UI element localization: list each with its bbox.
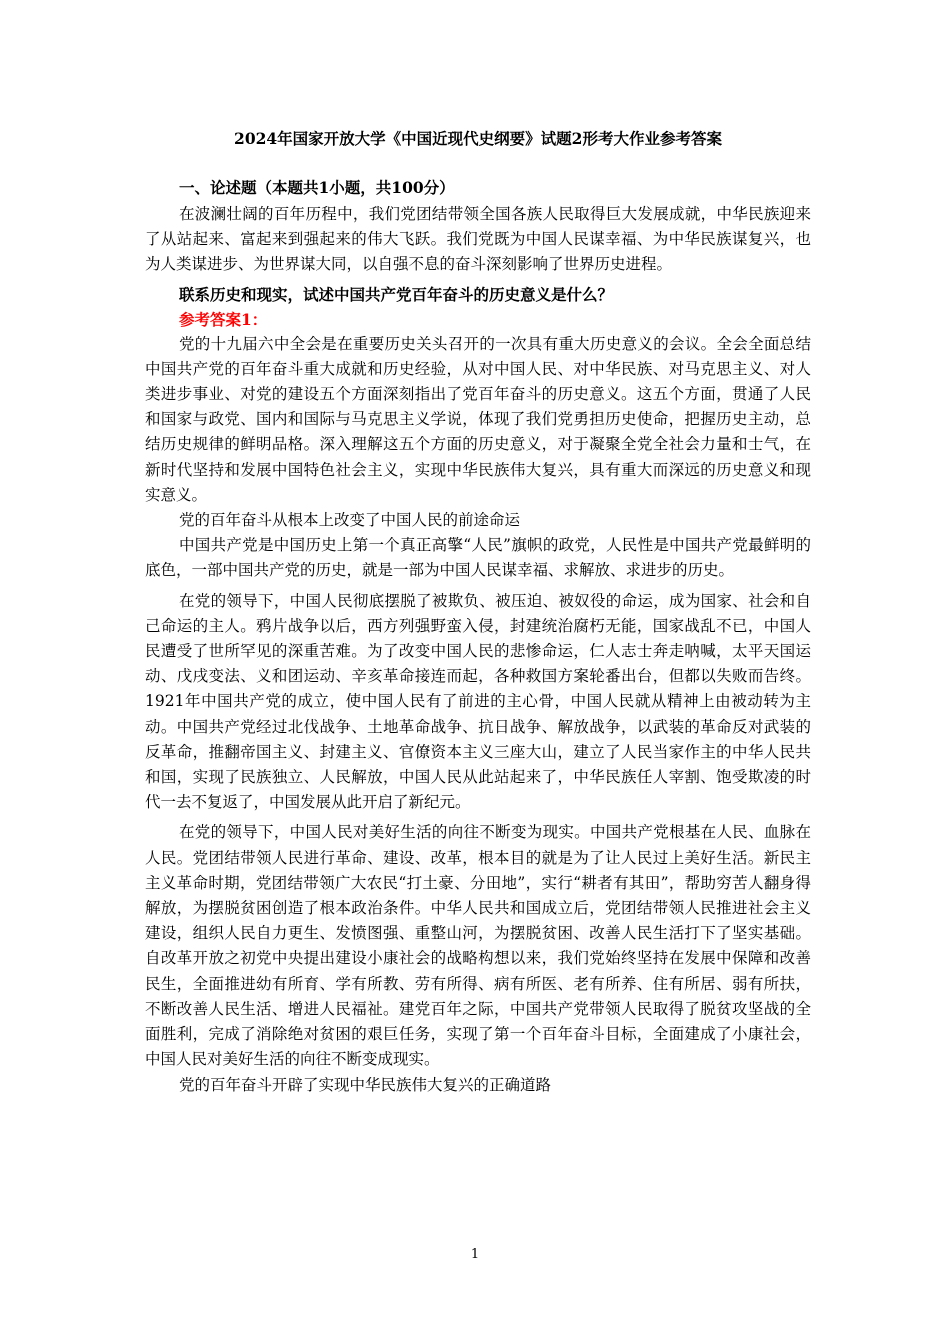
document-title: 2024年国家开放大学《中国近现代史纲要》试题2形考大作业参考答案 [234,129,722,148]
answer-paragraph: 在党的领导下，中国人民对美好生活的向往不断变为现实。中国共产党根基在人民、血脉在人民。党团结带领人民进行革命、建设、改革，根本目的就是为了让人民过上美好生活。新民主主义革命时期，党团结带领广大农民“打土豪、分田地”，实行“耕者有其田”，帮助穷苦人翻身得解放，为摆脱贫困创造了根本政治条件。中华人民共和国成立后，党团结带领人民推进社会主义建设，组织人民自力更生、发愤图强、重整山河，为摆脱贫困、改善人民生活打下了坚实基础。自改革开放之初党中央提出建设小康社会的战略构想以来，我们党始终坚持在发展中保障和改善民生，全面推进幼有所育、学有所教、劳有所得、病有所医、老有所养、住有所居、弱有所扶，不断改善人民生活、增进人民福祉。建党百年之际，中国共产党带领人民取得了脱贫攻坚战的全面胜利，完成了消除绝对贫困的艰巨任务，实现了第一个百年奋斗目标，全面建成了小康社会，中国人民对美好生活的向往不断变成现实。 [145,823,811,1069]
answer-paragraph: 党的十九届六中全会是在重要历史关头召开的一次具有重大历史意义的会议。全会全面总结中国共产党的百年奋斗重大成就和历史经验，从对中国人民、对中华民族、对马克思主义、对人类进步事业、对党的建设五个方面深刻指出了党百年奋斗的历史意义。这五个方面，贯通了人民和国家与政党、国内和国际与马克思主义学说，体现了我们党勇担历史使命，把握历史主动，总结历史规律的鲜明品格。深入理解这五个方面的历史意义，对于凝聚全党全社会力量和士气，在新时代坚持和发展中国特色社会主义，实现中华民族伟大复兴，具有重大而深远的历史意义和现实意义。 [145,334,811,504]
question-text: 联系历史和现实，试述中国共产党百年奋斗的历史意义是什么？ [179,284,614,304]
answer-paragraph: 在党的领导下，中国人民彻底摆脱了被欺负、被压迫、被奴役的命运，成为国家、社会和自己命运的主人。鸦片战争以后，西方列强野蛮入侵，封建统治腐朽无能，国家战乱不已，中国人民遭受了世所罕见的深重苦难。为了改变中国人民的悲惨命运，仁人志士奔走呐喊，太平天国运动、戊戌变法、义和团运动、辛亥革命接连而起，各种救国方案轮番出台，但都以失败而告终。1921年中国共产党的成立，使中国人民有了前进的主心骨，中国人民就从精神上由被动转为主动。中国共产党经过北伐战争、土地革命战争、抗日战争、解放战争，以武装的革命反对武装的反革命，推翻帝国主义、封建主义、官僚资本主义三座大山，建立了人民当家作主的中华人民共和国，实现了民族独立、人民解放，中国人民从此站起来了，中华民族任人宰割、饱受欺凌的时代一去不复返了，中国发展从此开启了新纪元。 [145,591,811,812]
subheading: 党的百年奋斗开辟了实现中华民族伟大复兴的正确道路 [179,1075,552,1094]
section-heading: 一、论述题（本题共1小题，共100分） [179,178,455,197]
answer-label: 参考答案1： [179,309,268,329]
document-page [145,118,811,1098]
page-number: 1 [470,1247,480,1262]
intro-paragraph: 在波澜壮阔的百年历程中，我们党团结带领全国各族人民取得巨大发展成就，中华民族迎来了从站起来、富起来到强起来的伟大飞跃。我们党既为中国人民谋幸福、为中华民族谋复兴，也为人类谋进步、为世界谋大同，以自强不息的奋斗深刻影响了世界历史进程。 [145,205,811,274]
answer-paragraph: 中国共产党是中国历史上第一个真正高擎“人民”旗帜的政党，人民性是中国共产党最鲜明的底色，一部中国共产党的历史，就是一部为中国人民谋幸福、求解放、求进步的历史。 [145,536,811,580]
subheading: 党的百年奋斗从根本上改变了中国人民的前途命运 [179,511,521,530]
